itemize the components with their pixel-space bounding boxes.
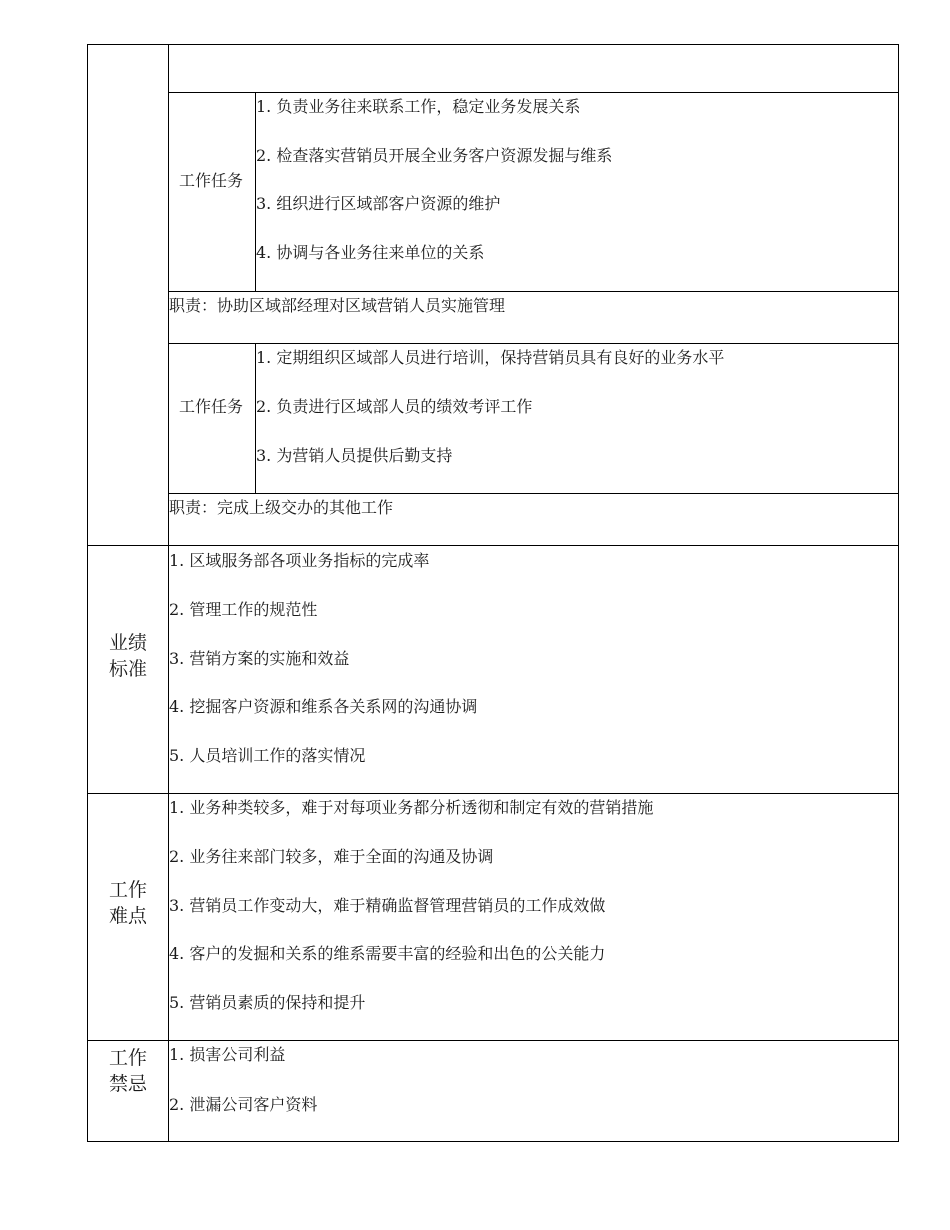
taboo-item: 2. 泄漏公司客户资料 — [169, 1095, 318, 1114]
performance-item: 4. 挖掘客户资源和维系各关系网的沟通协调 — [169, 697, 478, 716]
taboos-label-line: 工作 — [108, 1047, 147, 1069]
performance-item: 2. 管理工作的规范性 — [169, 600, 318, 619]
task-item: 3. 组织进行区域部客户资源的维护 — [256, 194, 501, 213]
difficulties-label-line: 工作 — [108, 879, 147, 901]
performance-item: 5. 人员培训工作的落实情况 — [169, 746, 366, 765]
performance-item: 1. 区域服务部各项业务指标的完成率 — [169, 551, 430, 570]
difficulty-item: 2. 业务往来部门较多，难于全面的沟通及协调 — [169, 847, 494, 866]
task-item: 2. 检查落实营销员开展全业务客户资源发掘与维系 — [256, 146, 613, 165]
duty-statement: 职责：完成上级交办的其他工作 — [169, 498, 394, 517]
row-divider — [168, 493, 899, 494]
taboos-label — [88, 1045, 168, 1097]
task-item: 2. 负责进行区域部人员的绩效考评工作 — [256, 397, 533, 416]
task-item: 4. 协调与各业务往来单位的关系 — [256, 243, 485, 262]
task-item: 1. 定期组织区域部人员进行培训，保持营销员具有良好的业务水平 — [256, 348, 725, 367]
taboo-item: 1. 损害公司利益 — [169, 1045, 286, 1064]
difficulties-label-line: 难点 — [108, 905, 147, 927]
section-divider — [87, 793, 899, 794]
difficulties-label — [88, 877, 168, 929]
task-item: 1. 负责业务往来联系工作，稳定业务发展关系 — [256, 97, 581, 116]
row-divider — [168, 291, 899, 292]
section-divider — [87, 1040, 899, 1041]
row-divider — [168, 343, 899, 344]
task-label: 工作任务 — [178, 171, 243, 190]
difficulty-item: 5. 营销员素质的保持和提升 — [169, 993, 366, 1012]
section-divider — [87, 545, 899, 546]
duty-statement: 职责：协助区域部经理对区域营销人员实施管理 — [169, 296, 506, 315]
row-divider — [168, 92, 899, 93]
difficulty-item: 3. 营销员工作变动大，难于精确监督管理营销员的工作成效做 — [169, 896, 606, 915]
performance-item: 3. 营销方案的实施和效益 — [169, 649, 350, 668]
left-column-divider — [168, 44, 169, 1142]
task-item: 3. 为营销人员提供后勤支持 — [256, 446, 453, 465]
performance-label-line: 业绩 — [108, 632, 147, 654]
difficulty-item: 1. 业务种类较多，难于对每项业务都分析透彻和制定有效的营销措施 — [169, 798, 654, 817]
performance-label — [88, 630, 168, 682]
task-label: 工作任务 — [178, 397, 243, 416]
taboos-label-line: 禁忌 — [108, 1073, 147, 1095]
difficulty-item: 4. 客户的发掘和关系的维系需要丰富的经验和出色的公关能力 — [169, 944, 606, 963]
performance-label-line: 标准 — [108, 658, 147, 680]
